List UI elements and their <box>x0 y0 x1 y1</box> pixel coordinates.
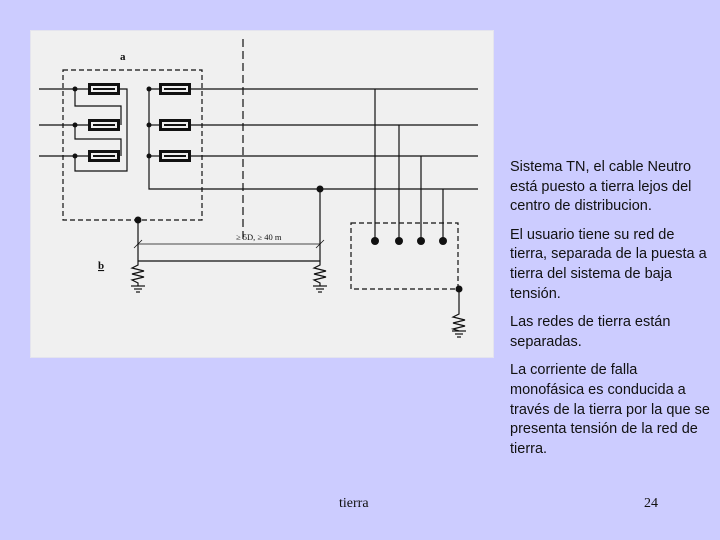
earth-resistor-3 <box>453 311 465 331</box>
paragraph-4: La corriente de falla monofásica es conducida a través de la tierra por la que se presenta tensión de la red de tierra. <box>510 362 710 457</box>
earth-resistor-2 <box>314 261 326 286</box>
earth-resistor-1 <box>132 261 144 286</box>
paragraph-3: Las redes de tierra están separadas. <box>510 314 671 350</box>
page-number: 24 <box>644 496 658 511</box>
label-b: b <box>98 260 105 272</box>
paragraph-2: El usuario tiene su red de tierra, separada de la puesta a tierra del sistema de baja tensión. <box>510 226 707 302</box>
description-text <box>510 158 710 468</box>
footer-title: tierra <box>339 496 369 511</box>
diagram-frame <box>30 30 494 358</box>
paragraph-1: Sistema TN, el cable Neutro está puesto a tierra lejos del centro de distribucion. <box>510 159 692 215</box>
distance-label: ≥ 5D, ≥ 40 m <box>236 232 282 242</box>
tn-system-diagram <box>31 31 493 357</box>
label-a: a <box>120 51 126 63</box>
consumer-box <box>351 223 458 289</box>
